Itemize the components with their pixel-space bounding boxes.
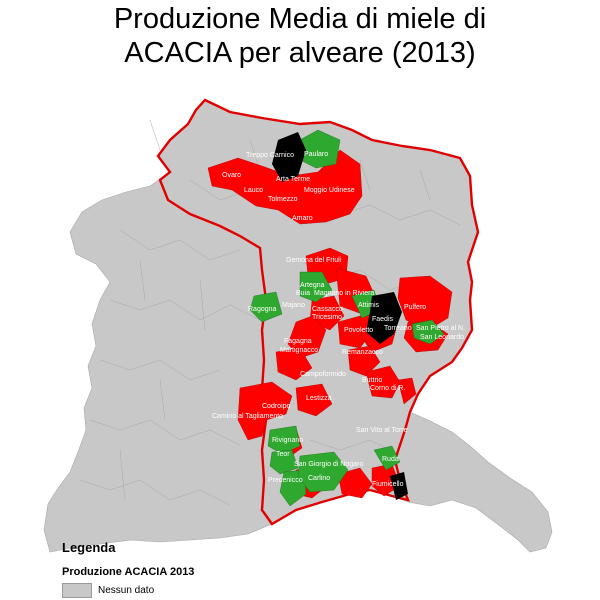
- label-arta: Arta Terme: [276, 176, 311, 183]
- label-lestizza: Lestizza: [306, 395, 332, 402]
- label-fiumicello: Fiumicello: [372, 481, 404, 488]
- label-martignacco: Martignacco: [280, 347, 319, 354]
- label-camino: Camino al Tagliamento: [212, 413, 284, 420]
- label-faedis: Faedis: [372, 316, 394, 323]
- label-pulfero: Pulfero: [404, 304, 427, 311]
- label-artegna: Artegna: [300, 282, 325, 289]
- label-majano: Majano: [282, 302, 305, 309]
- label-paularo: Paularo: [304, 151, 329, 158]
- label-remanzacco: Remanzacco: [342, 349, 383, 356]
- label-sanpietro: San Pietro al N.: [416, 325, 466, 332]
- label-rivignano: Rivignano: [272, 437, 304, 444]
- label-tolmezzo: Tolmezzo: [268, 196, 298, 203]
- label-cassacco: Cassacco: [312, 306, 343, 313]
- legend-subtitle: Produzione ACACIA 2013: [62, 566, 195, 578]
- legend-item-label: Nessun dato: [98, 585, 155, 596]
- label-gemona: Gemona del Friuli: [286, 257, 342, 264]
- label-carlino: Carlino: [308, 475, 331, 482]
- label-campoformido: Campoformido: [300, 371, 346, 378]
- label-sanvito: San Vito al Torre: [356, 427, 408, 434]
- label-tricesimo: Tricesimo: [312, 314, 343, 321]
- legend-swatch: [62, 583, 92, 598]
- label-fagagna: Fagagna: [284, 338, 312, 345]
- label-ragogna: Ragogna: [248, 306, 277, 313]
- label-sangiorgio: San Giorgio di Nogaro: [294, 461, 364, 468]
- label-precenicco: Precenicco: [268, 477, 303, 484]
- label-sanleonardo: San Leonardo: [420, 334, 464, 341]
- label-teor: Teor: [276, 451, 290, 458]
- map-title-line2: ACACIA per alveare (2013): [124, 37, 476, 69]
- legend-item-nessun-dato: [62, 583, 154, 598]
- label-magnano: Magnano in Riviera: [314, 290, 375, 297]
- label-moggio: Moggio Udinese: [304, 187, 355, 194]
- label-amaro: Amaro: [292, 215, 313, 222]
- label-attimis: Attimis: [358, 302, 379, 309]
- label-treppo: Treppo Carnico: [246, 152, 294, 159]
- label-buia: Buia: [296, 290, 311, 297]
- label-lauco: Lauco: [244, 187, 264, 194]
- map-title-line1: Produzione Media di miele di: [113, 3, 487, 35]
- label-buttrio: Buttrio: [362, 377, 383, 384]
- label-ruda: Ruda: [382, 456, 399, 463]
- label-codroipo: Codroipo: [262, 403, 291, 410]
- label-povoletto: Povoletto: [344, 327, 374, 334]
- label-corno: Corno di R.: [370, 385, 406, 392]
- legend-title: Legenda: [62, 540, 116, 555]
- label-ovaro: Ovaro: [222, 172, 242, 179]
- label-torreano: Torreano: [384, 325, 412, 332]
